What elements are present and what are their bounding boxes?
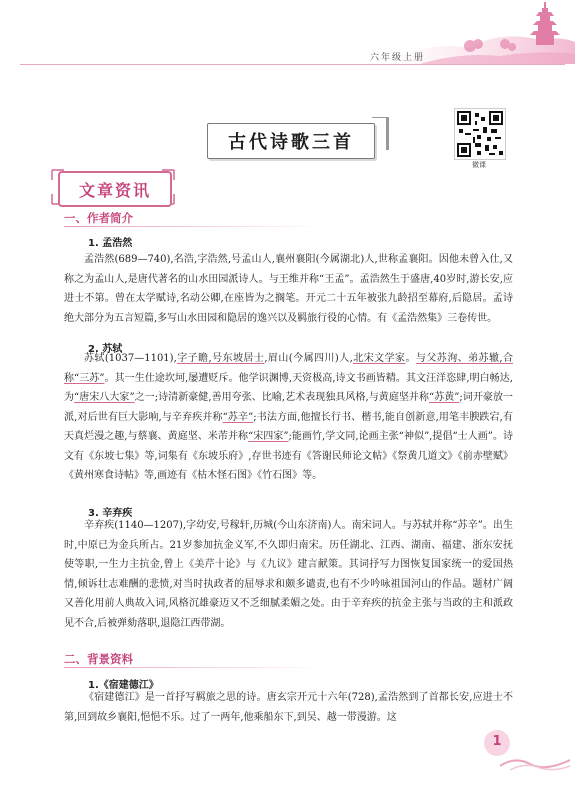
bio-text: 。其一生仕途坎坷,屡遭贬斥。他学识渊博,天资极高,诗文书画皆精。其文汪洋恣肆,明白畅达,为 xyxy=(64,372,513,403)
background-text-1: 《宿建德江》是一首抒写羁旅之思的诗。唐玄宗开元十六年(728),孟浩然到了首都长安,应进士不第,回到故乡襄阳,悒悒不乐。过了一两年,他乘船东下,到吴、越一带漫游。这 xyxy=(64,692,513,723)
section-heading-background: 二、背景资料 xyxy=(64,652,133,666)
section-rule xyxy=(64,667,324,668)
underlined-phrase: “宋四家” xyxy=(248,431,289,442)
author-heading-su: 2. 苏轼 xyxy=(88,344,123,355)
title-box xyxy=(207,123,375,159)
background-heading-1: 1.《宿建德江》 xyxy=(88,680,159,691)
page-title: 古代诗歌三首 xyxy=(228,132,354,153)
header-rule xyxy=(20,64,565,65)
qr-caption: 微课 xyxy=(472,161,486,169)
underlined-phrase: “苏辛” xyxy=(222,411,254,423)
qr-code[interactable] xyxy=(454,108,506,160)
author-bio-su xyxy=(64,349,513,486)
underlined-phrase: 北宋文学家 xyxy=(352,353,406,364)
bio-text: ;书法方面,他擅长行书、楷书,能自创新意,用笔丰腴跌宕,有天真烂漫之趣,与蔡襄、黄庭坚、米芾并称 xyxy=(64,411,513,442)
underlined-phrase: “唐宋八大家” xyxy=(74,392,135,403)
underlined-phrase: “苏黄” xyxy=(429,392,460,403)
bio-text: 。 xyxy=(405,353,416,364)
section-heading-authors: 一、作者简介 xyxy=(64,211,133,225)
author-heading-xin: 3. 辛弃疾 xyxy=(88,508,133,519)
bio-text: ;能画竹,学文同,论画主张“神似”,提倡“士人画”。诗文有《东坡七集》等,词集有《东坡乐府》,存世书迹有《答谢民师论文帖》《祭黄几道文》《前赤壁赋》《黄州寒食诗帖》等,画迹有《枯木怪石图》《竹石图》等。 xyxy=(64,431,513,481)
author-bio-xin: 辛弃疾(1140—1207),字幼安,号稼轩,历城(今山东济南)人。南宋词人。与苏轼并称“苏辛”。出生时,中原已为金兵所占。21岁参加抗金义军,不久即归南宋。历任湖北、江西、湖南、福建、浙东安抚使等职,一生力主抗金,曾上《美芹十论》与《九议》建言献策。其词抒写力图恢复国家统一的爱国热情,倾诉壮志难酬的悲愤,对当时执政者的屈辱求和颇多谴责,也有不少吟咏祖国河山的作品。题材广阔又善化用前人典故入词,风格沉雄豪迈又不乏细腻柔媚之处。由于辛弃疾的抗金主张与当政的主和派政见不合,后被弹劾落职,退隐江西带湖。 xyxy=(64,520,513,629)
bio-text: ;词开豪放一派,对后世有巨大影响,与辛弃疾并称 xyxy=(64,392,513,423)
underlined-phrase: 与父苏洵、弟苏辙,合称“三苏” xyxy=(64,353,514,384)
author-bio-meng: 孟浩然(689—740),名浩,字浩然,号孟山人,襄州襄阳(今属湖北)人,世称孟襄阳。因他未曾入仕,又称之为孟山人,是唐代著名的山水田园派诗人。与王维并称“王孟”。孟浩然生于盛唐,40岁时,游长安,应进士不第。曾在太学赋诗,名动公卿,在座皆为之搁笔。开元二十五年被张九龄招至幕府,后隐居。孟诗绝大部分为五言短篇,多写山水田园和隐居的逸兴以及羁旅行役的心情。有《孟浩然集》三卷传世。 xyxy=(64,254,513,324)
badge-label: 文章资讯 xyxy=(78,180,151,200)
section-badge xyxy=(58,171,172,207)
footer-wave-decoration xyxy=(500,752,570,772)
underlined-phrase: 字子瞻,号东坡居士 xyxy=(176,353,265,364)
header-decoration xyxy=(0,0,575,64)
bio-text: ,眉山(今属四川)人, xyxy=(264,353,353,364)
grade-label: 六年级上册 xyxy=(369,53,425,63)
page-number: 1 xyxy=(492,734,502,749)
section-rule xyxy=(64,226,324,227)
bio-text: 苏轼(1037—1101), xyxy=(84,353,177,364)
bio-text: 之一;诗清新豪健,善用夸张、比喻,艺术表现独具风格,与黄庭坚并称 xyxy=(134,392,430,403)
author-heading-meng: 1. 孟浩然 xyxy=(88,238,133,249)
